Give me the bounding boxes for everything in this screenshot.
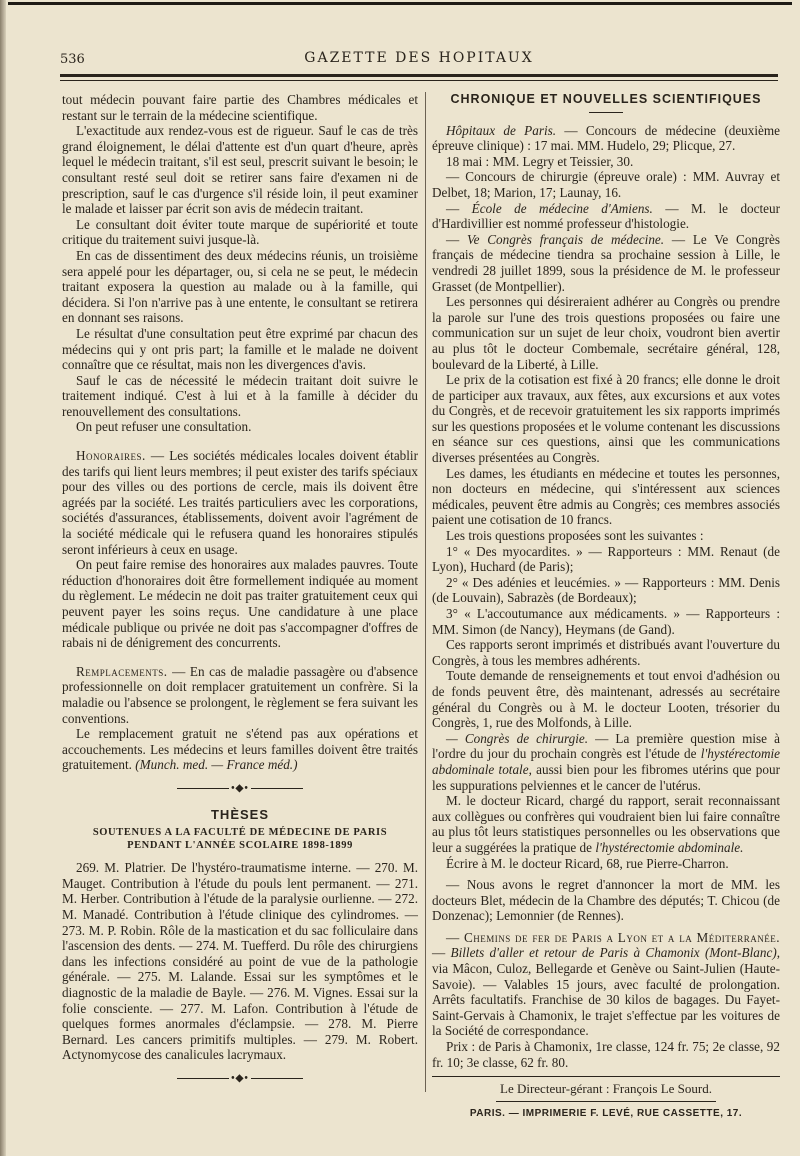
news-item: [432, 201, 780, 232]
news-item: [432, 930, 780, 1039]
paragraph: En cas de dissentiment des deux médecins réunis, un troisième sera appelé pour les départager, ou, si cela ne se peut, le médecin traitant exposera la question au malade ou à la famille, qui décidera. Si l'on n'arrive pas à une entente, le consultant se retirera en donnant ses raisons.: [62, 247, 418, 326]
news-item: [432, 123, 780, 154]
paragraph: Prix : de Paris à Chamonix, 1re classe, 124 fr. 75; 2e classe, 92 fr. 10; 3e classe, 62 fr. 80.: [432, 1039, 780, 1070]
source-citation: (Munch. med. — France méd.): [135, 757, 298, 773]
paragraph: Les trois questions proposées sont les suivantes :: [446, 528, 704, 544]
theses-subheading-year: PENDANT L'ANNÉE SCOLAIRE 1898-1899: [127, 840, 353, 852]
column-separator: [425, 92, 426, 1092]
news-label: École de médecine d'Amiens.: [471, 200, 653, 216]
paragraph: Sauf le cas de nécessité le médecin traitant doit suivre le traitement indiqué. C'est à lui et à la famille à décider du renouvellement des consultations.: [62, 372, 418, 419]
page-header: [60, 44, 778, 72]
honoraires-paragraph: [62, 448, 418, 557]
page-number: 536: [60, 52, 85, 67]
paragraph: On peut refuser une consultation.: [76, 419, 252, 435]
paragraph: tout médecin pouvant faire partie des Chambres médicales et restant sur le terrain de la médecine scientifique.: [62, 92, 418, 123]
paragraph-text: — Concours de médecine (deuxième épreuve clinique) : 17 mai. MM. Hudelo, 29; Plicque, 27.: [432, 122, 781, 154]
section-ornament: •◆•: [62, 1071, 418, 1087]
italic-term: l'hystérectomie abdominale.: [595, 839, 744, 855]
paragraph-text: , aussi bien pour les fibromes utérins que pour les suppurations pelviennes et le cancer de l'utérus.: [432, 761, 780, 793]
paragraph: Les dames, les étudiants en médecine et toutes les personnes, non docteurs en médecine, qui s'intéressent aux sciences médicales, peuvent être admis au Congrès; ces membres associés paient une cotisation de 10 francs.: [432, 465, 780, 528]
italic-term: (Mont-Blanc): [704, 945, 777, 961]
page-binding-edge: [0, 0, 6, 1156]
news-item: [432, 232, 780, 294]
paragraph-text: — La première question mise à l'ordre du jour du prochain congrès est l'étude de: [432, 730, 780, 762]
section-ornament: •◆•: [62, 781, 418, 797]
section-label-remplacements: Remplacements.: [76, 663, 168, 679]
signature-rule: [496, 1101, 716, 1102]
heading-rule: [589, 112, 623, 113]
news-label: Hôpitaux de Paris.: [446, 122, 557, 138]
paragraph: Ces rapports seront imprimés et distribués avant l'ouverture du Congrès, à tous les membres adhérents.: [432, 637, 780, 668]
paragraph-text: — En cas de maladie passagère ou d'absence professionnelle on doit remplacer gratuitement un confrère. Si la maladie ou l'absence se prolongent, le règlement se fera suivant les conventions.: [62, 663, 418, 726]
theses-list: 269. M. Platrier. De l'hystéro-traumatisme interne. — 270. M. Mauget. Contribution à l'étude du pouls lent permanent. — 271. M. Herber. Contribution à l'étude de la paralysie ourlienne. — 272. M. Manadé. Contribution à l'étude clinique des cylindromes. — 273. M. P. Robin. Rôle de la mastication et du sac folliculaire dans l'ascension des dents. — 274. M. Tuefferd. Du rôle des chirurgiens dans les infections considéré au point de vue de la pathologie générale. — 275. M. Lalande. Essai sur les symptômes et le diagnostic de la maladie de Bayle. — 276. M. Vignes. Essai sur la folie consciente. — 277. M. Lafon. Contribution à l'étude de quelques formes anormales d'éclampsie. — 278. M. Pierre Bernard. Les cancers primitifs multiples. — 279. M. Robert. Actynomycose des canalicules lacrymaux.: [62, 860, 418, 1063]
paragraph: — Concours de chirurgie (épreuve orale) : MM. Auvray et Delbet, 18; Marion, 17; Launay, 16.: [432, 169, 780, 200]
dash: —: [446, 200, 472, 216]
paragraph: On peut faire remise des honoraires aux malades pauvres. Toute réduction d'honoraires doit être formellement indiquée au moment du règlement. Le médecin ne doit pas traiter gratuitement ceux qui peuvent payer les soins reçus. Une candidature à une place médicale publique ou privée ne doit pas s'accompagner d'offres de rabais ni de dénigrement des concurrents.: [62, 557, 418, 651]
paragraph: [432, 793, 780, 855]
left-column: [62, 92, 418, 1093]
paragraph: Le prix de la cotisation est fixé à 20 francs; elle donne le droit de participer aux travaux, aux fêtes, aux excursions et aux votes du Congrès, et de recevoir gratuitement les six rapports imprimés sur les questions proposées et le volume contenant les discussions en séance sur ces questions, ainsi que les communications diverses présentées au Congrès.: [432, 372, 780, 466]
italic-term: Billets d'aller et retour de Paris à Chamonix: [450, 945, 700, 961]
journal-title: GAZETTE DES HOPITAUX: [304, 50, 534, 66]
paragraph-text: Le remplacement gratuit ne s'étend pas aux opérations et accouchements. Les médecins et leurs familles doivent être traités gratuitement.: [62, 726, 418, 773]
paragraph-text: M. le docteur Ricard, chargé du rapport, serait reconnaissant aux collègues ou confrères qui voudraient bien lui faire connaître au plus tôt leurs statistiques personnelles ou les observations que leur a suggérées la pratique de: [432, 793, 780, 855]
paragraph: Le consultant doit éviter toute marque de supériorité et toute critique du traitement suivi jusque-là.: [62, 216, 418, 248]
paragraph: 2° « Des adénies et leucémies. » — Rapporteurs : MM. Denis (de Louvain), Sabrazès (de Bordeaux);: [432, 574, 780, 606]
paragraph: Les personnes qui désireraient adhérer au Congrès ou prendre la parole sur l'une des trois questions proposées ou faire une communication sur un sujet de leur choix, voudront bien avertir au plus tôt le docteur Combemale, secrétaire général, 128, boulevard de la Liberté, à Lille.: [432, 294, 780, 372]
paragraph: 3° « L'accoutumance aux médicaments. » — Rapporteurs : MM. Simon (de Nancy), Heymans (de Gand).: [432, 606, 780, 637]
paragraph: L'exactitude aux rendez-vous est de rigueur. Sauf le cas de très grand éloignement, le délai d'attente est d'un quart d'heure, après lequel le médecin traitant, s'il est seul, prescrit suivant le besoin; le consultant resté seul doit se retirer sans faire d'examen ni de prescription, sauf le cas d'urgence s'il réside loin, il peut examiner le malade et laisser par écrit son avis de médecin traitant.: [62, 123, 418, 217]
paragraph-text: , via Mâcon, Culoz, Bellegarde et Genève ou Saint-Julien (Haute-Savoie). — Valables 15 jours, avec faculté de prolongation. Arrêts facultatifs. Franchise de 30 kilos de bagages. Du Fayet-Saint-Gervais à Chamonix, le trajet s'effectue par les voitures de la Société de correspondance.: [432, 945, 781, 1039]
director-signature: Le Directeur-gérant : François Le Sourd.: [500, 1081, 712, 1097]
obituary-paragraph: — Nous avons le regret d'annoncer la mort de MM. les docteurs Blet, médecin de la Chambre des députés; T. Chicou (de Donzenac); Lemonnier (de Rennes).: [432, 877, 780, 924]
paragraph: Le résultat d'une consultation peut être exprimé par chacun des médecins qui y ont pris part; la famille et le malade ne doivent connaître que ce résultat, mais non les divergences d'avis.: [62, 325, 418, 373]
paragraph-text: — Le Ve Congrès français de médecine tiendra sa prochaine session à Lille, le vendredi 28 juillet 1899, sous la présidence de M. le professeur Grasset (de Montpellier).: [432, 231, 780, 294]
paragraph-text: — Les sociétés médicales locales doivent établir des tarifs qui lient leurs membres; il peut exister des tarifs spéciaux pour des villes ou des portions de cercle, mais ils doivent être agréés par la société. Les traités particuliers avec les corporations, sociétés d'assurances, établissements, doivent avoir l'agrément de la société médicale qui le refusera quand les honoraires stipulés seront inférieurs à ceux en usage.: [62, 448, 418, 557]
news-item: [432, 731, 780, 793]
theses-heading: THÈSES: [210, 806, 269, 822]
paragraph: Toute demande de renseignements et tout envoi d'adhésion ou de fonds peuvent être, dès maintenant, adressés au secrétaire général du Congrès ou à M. le docteur Looten, trésorier du Congrès, 1, rue des Molfonds, à Lille.: [432, 668, 780, 731]
italic-term: l'hystérectomie abdominale totale: [432, 746, 780, 777]
news-label: — Chemins de fer de Paris a Lyon et a la Méditerranée.: [446, 929, 780, 945]
printer-imprint: PARIS. — IMPRIMERIE F. LEVÉ, RUE CASSETTE, 17.: [469, 1107, 743, 1119]
header-rule-thin: [60, 80, 778, 81]
paragraph: 1° « Des myocardites. » — Rapporteurs : MM. Renaut (de Lyon), Huchard (de Paris);: [432, 543, 780, 575]
chronique-heading: CHRONIQUE ET NOUVELLES SCIENTIFIQUES: [450, 92, 762, 106]
top-border: [8, 2, 792, 5]
remplacements-paragraph: [62, 664, 418, 726]
paragraph-text: — M. le docteur d'Hardivillier est nommé professeur d'histologie.: [432, 200, 780, 232]
dash: —: [446, 231, 467, 247]
paragraph: 18 mai : MM. Legry et Teissier, 30.: [446, 153, 634, 169]
section-label-honoraires: Honoraires.: [76, 448, 146, 464]
news-label: Ve Congrès français de médecine.: [466, 231, 665, 247]
paragraph: [62, 726, 418, 773]
news-label: — Congrès de chirurgie.: [446, 730, 589, 746]
header-rule-thick: [60, 74, 778, 77]
theses-subheading: SOUTENUES A LA FACULTÉ DE MÉDECINE DE PARIS: [92, 827, 388, 839]
paragraph: Écrire à M. le docteur Ricard, 68, rue Pierre-Charron.: [446, 855, 729, 871]
right-column: [432, 92, 780, 1121]
bottom-rule: [432, 1076, 780, 1077]
dash: —: [432, 945, 451, 961]
